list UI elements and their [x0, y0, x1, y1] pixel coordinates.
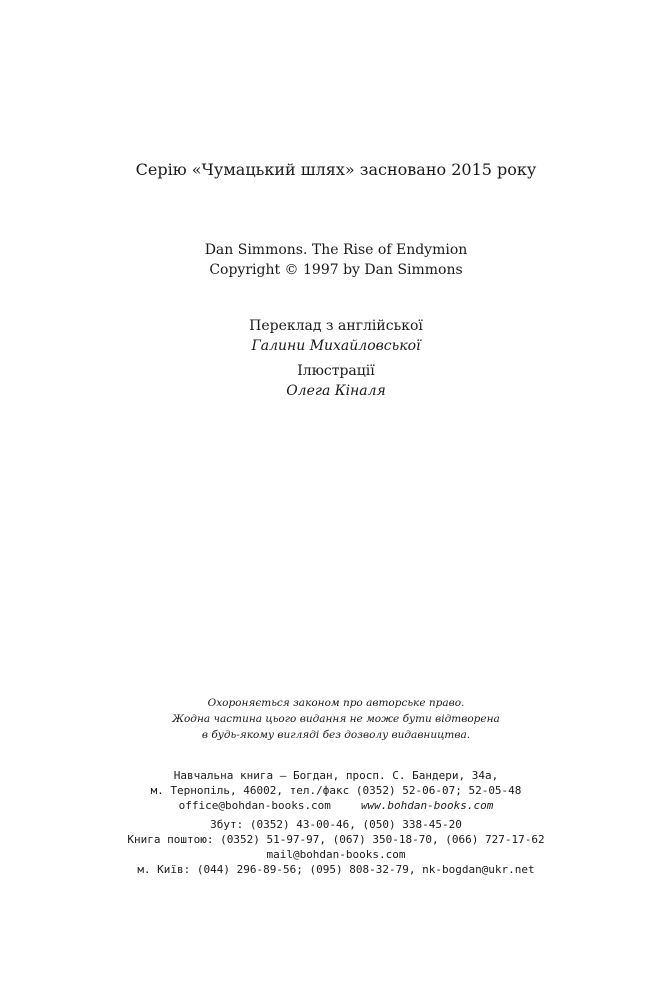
mail-order-email: mail@bohdan-books.com: [266, 848, 406, 861]
legal-line-3: в будь-якому вигляді без дозволу видавництва.: [201, 729, 471, 741]
copyright-line: Copyright © 1997 by Dan Simmons: [209, 262, 463, 278]
illustrator-name: Олега Кіналя: [286, 383, 386, 399]
sales-phones: Збут: (0352) 43-00-46, (050) 338-45-20: [210, 818, 462, 831]
publisher-contacts: [0, 799, 672, 812]
publisher-address: Навчальна книга — Богдан, просп. С. Бандери, 34а,: [173, 769, 499, 782]
publisher-website: www.bohdan-books.com: [360, 799, 494, 812]
series-note: Серію «Чумацький шлях» засновано 2015 року: [135, 160, 537, 179]
legal-line-1: Охороняється законом про авторське право.: [207, 697, 465, 709]
legal-line-2: Жодна частина цього видання не може бути відтворена: [172, 713, 500, 725]
illustrations-label: Ілюстрації: [297, 363, 375, 379]
publisher-email: office@bohdan-books.com: [178, 799, 331, 812]
translation-label: Переклад з англійської: [249, 318, 423, 334]
publisher-city-phone: м. Тернопіль, 46002, тел./факс (0352) 52-06-07; 52-05-48: [150, 784, 522, 797]
original-title: Dan Simmons. The Rise of Endymion: [204, 242, 468, 258]
mail-order-phones: Книга поштою: (0352) 51-97-97, (067) 350-18-70, (066) 727-17-62: [127, 833, 545, 846]
translator-name: Галини Михайловської: [251, 338, 421, 354]
kyiv-contacts: м. Київ: (044) 296-89-56; (095) 808-32-79, nk-bogdan@ukr.net: [137, 863, 535, 876]
